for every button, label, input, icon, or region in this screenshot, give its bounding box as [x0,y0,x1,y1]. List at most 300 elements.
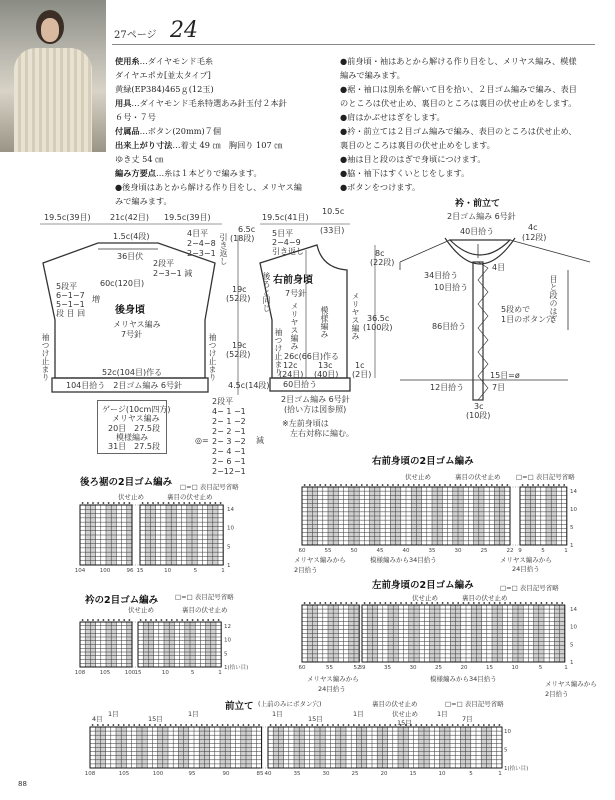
chart-note: 2目拾う [294,566,318,574]
bind-off-dot [103,502,105,504]
y-tick-label: 1 [570,660,574,666]
chart-note: メリヤス編みから [545,680,597,688]
bind-off-dot [546,602,548,604]
bind-off-dot [209,502,211,504]
bind-off-dot [408,484,410,486]
bind-off-dot [379,724,381,726]
materials-label: 用具 [115,98,132,108]
bind-off-dot [97,724,99,726]
materials-label: 出来上がり寸法 [115,140,173,150]
dim-label: 2段平 [153,259,175,268]
x-tick-label: 108 [84,771,96,777]
chart-note: 4目 [92,715,103,723]
dim-label: 36目伏 [117,252,144,261]
bind-off-dot [395,602,397,604]
bind-off-dot [191,724,193,726]
x-tick-label: 40 [402,548,410,554]
x-tick-label: 105 [99,670,111,676]
bind-off-dot [455,484,457,486]
piece-name: 後身頃 [115,305,145,316]
dec-label: 減 [256,436,264,445]
dim-label: 袖つけ止まり [208,333,217,381]
bind-off-dot [558,484,560,486]
bind-off-dot [369,724,371,726]
note: 左右対称に編む。 [290,429,354,438]
dim-label: 袖つけ止まり [274,328,283,376]
bind-off-dot [369,602,371,604]
bind-off-dot [92,619,94,621]
bind-off-dot [353,724,355,726]
materials-text: ●後身頃はあとから解ける作り目をし、メリヤス編 [115,182,302,192]
materials-text: ダイヤエポカ[並太タイプ] [115,70,211,80]
dim-label: 5目平 [272,229,294,238]
chart-legend: □=□ 表目記号省略 [500,584,559,592]
bind-off-dot [325,484,327,486]
dim-label: 段 目 回 [56,309,86,318]
bind-off-dot [304,484,306,486]
y-tick-label: 5 [227,544,231,551]
y-tick-label: 1 [227,563,231,569]
chart-title: 右前身頃の2目ゴム編み [372,456,474,467]
bind-off-dot [537,484,539,486]
dim-label: 13c [318,361,333,370]
bind-off-dot [442,602,444,604]
y-tick-label: 5 [570,525,574,531]
dim-label: 10目拾う [434,283,469,292]
bind-off-dot [390,602,392,604]
bind-off-dot [243,724,245,726]
chart-note: 伏せ止め [405,473,431,481]
dec-label: 2段平 [212,397,234,406]
dim-label: 2−3−1 減 [153,269,193,278]
dim-label: 19.5c(41目) [262,213,309,222]
x-tick-label: 52 [353,665,361,671]
bind-off-dot [175,724,177,726]
x-tick-label: 30 [454,548,462,554]
bind-off-dot [102,724,104,726]
chart-note: 模様編みから34目拾う [370,556,437,564]
instruction-line: ●前身頃・袖はあとから解ける作り目をし、メリヤス編み、模様 [340,56,577,66]
dim-label: 引き返し [219,233,228,265]
x-tick-label: 15 [136,568,144,574]
dim-label: 4c [528,223,538,232]
bind-off-dot [309,602,311,604]
bind-off-dot [108,502,110,504]
bind-off-dot [522,484,524,486]
bind-off-dot [202,619,204,621]
x-tick-label: 85 [256,771,264,777]
bind-off-dot [187,619,189,621]
materials-text: …ボタン(20mm)７個 [139,126,222,136]
bind-off-dot [157,502,159,504]
x-tick-label: 100 [152,771,164,777]
bind-off-dot [176,619,178,621]
bind-off-dot [309,484,311,486]
chart-note: 2目拾う [545,690,569,698]
x-tick-label: 96 [126,568,134,574]
dim-label: (24目) [279,370,304,379]
chart-note: 伏せ止め [118,493,144,501]
bind-off-dot [248,724,250,726]
chart-note: 15目 [397,719,412,727]
x-tick-label: 10 [164,568,172,574]
materials-label: 編み方要点 [115,168,156,178]
bind-off-dot [499,602,501,604]
dim-label: (2目) [352,370,372,379]
bind-off-dot [304,602,306,604]
chart-subtitle: (上前のみにボタン穴) [258,700,322,708]
bind-off-dot [392,484,394,486]
bind-off-dot [509,602,511,604]
bind-off-dot [561,602,563,604]
bind-off-dot [494,602,496,604]
bind-off-dot [423,484,425,486]
bind-off-dot [118,619,120,621]
bind-off-dot [161,619,163,621]
bind-off-dot [178,502,180,504]
bind-off-dot [520,602,522,604]
dec-row: 2− 4 −1 [212,447,246,456]
bind-off-dot [149,724,151,726]
x-tick-label: 5 [538,665,543,671]
x-tick-label: 15 [486,665,493,671]
bind-off-dot [385,602,387,604]
bind-off-dot [113,619,115,621]
bind-off-dot [139,724,141,726]
x-tick-label: 10 [438,771,446,777]
bind-off-dot [403,484,405,486]
chart-note: 裏目の伏せ止め [182,606,228,614]
instruction-line: ●裾・袖口は別糸を解いて目を拾い、２目ゴム編みで編み、表目 [340,84,577,94]
bind-off-dot [163,502,165,504]
x-tick-label: 22 [506,548,514,554]
bind-off-dot [311,724,313,726]
bind-off-dot [436,724,438,726]
dim-label: 36.5c [367,314,390,323]
bind-off-dot [501,484,503,486]
bind-off-dot [285,724,287,726]
dim-label: 2−3−1 [187,249,216,258]
bind-off-dot [463,602,465,604]
bind-off-dot [314,602,316,604]
bind-off-dot [147,502,149,504]
materials-text: みで編みます。 [115,196,172,206]
y-tick-label: 10 [227,525,234,532]
dim-label: (10段) [466,411,491,420]
bind-off-dot [483,602,485,604]
x-tick-label: 100 [124,670,136,676]
chart-note: 1目 [188,710,199,718]
bind-off-dot [183,502,185,504]
dim-label: 5段めで [501,305,531,314]
bind-off-dot [327,724,329,726]
chart-note: 裏目の伏せ止め [372,700,418,708]
x-tick-label: 1 [564,548,568,554]
dec-symbol: ◎= [195,436,209,445]
bind-off-dot [389,724,391,726]
chart-legend: □=□ 表目記号省略 [175,593,234,601]
bind-off-dot [185,724,187,726]
dim-label: 目と段のはぎ [549,275,558,323]
bind-off-dot [103,619,105,621]
bind-off-dot [437,602,439,604]
dim-label: 2−4−8 [187,239,216,248]
materials-label: 付属品 [115,126,140,136]
bind-off-dot [415,724,417,726]
chart-note: 24目拾う [318,685,346,693]
x-tick-label: 25 [435,665,442,671]
piece-name: 衿・前立て [455,199,501,209]
bind-off-dot [543,484,545,486]
chart-note: 15目 [148,715,163,723]
bind-off-dot [387,484,389,486]
x-tick-label: 60 [298,665,306,671]
bind-off-dot [129,502,131,504]
x-tick-label: 1 [498,771,502,777]
x-tick-label: 50 [350,548,358,554]
chart-title: 左前身頃の2目ゴム編み [372,580,474,591]
dec-row: 2−12−1 [212,467,246,476]
bind-off-dot [258,724,260,726]
bind-off-dot [434,484,436,486]
bind-off-dot [92,724,94,726]
bind-off-dot [525,602,527,604]
x-tick-label: 9 [518,548,522,554]
chart-note: 伏せ止め [128,606,154,614]
x-tick-label: 35 [428,548,436,554]
bind-off-dot [168,502,170,504]
bind-off-dot [530,602,532,604]
dim-label: 4目 [492,263,506,272]
bind-off-dot [129,619,131,621]
bind-off-dot [358,724,360,726]
dim-label: (52段) [226,350,251,359]
x-tick-label: 55 [326,665,333,671]
x-tick-label: 30 [322,771,330,777]
bind-off-dot [275,724,277,726]
dim-label: 6−1−7 [56,291,85,300]
bind-off-dot [486,484,488,486]
x-tick-label: 104 [74,568,86,574]
chart-title: 衿の2目ゴム編み [85,595,159,606]
bind-off-dot [82,619,84,621]
bind-off-dot [493,724,495,726]
bind-off-dot [232,724,234,726]
bind-off-dot [374,724,376,726]
bind-off-dot [332,724,334,726]
bind-off-dot [343,724,345,726]
dim-label: 52c(104目)作る [102,368,163,377]
dec-row: 2− 2 −1 [212,427,246,436]
bind-off-dot [361,484,363,486]
dim-label: 2−4−9 [272,238,301,247]
bind-off-dot [356,602,358,604]
bind-off-dot [199,502,201,504]
bind-off-dot [515,602,517,604]
bind-off-dot [447,724,449,726]
chart-note: メリヤス編みから [294,556,346,564]
bind-off-dot [345,484,347,486]
bind-off-dot [152,502,154,504]
dim-label: (52段) [226,294,251,303]
bind-off-dot [325,602,327,604]
bind-off-dot [237,724,239,726]
bind-off-dot [118,724,120,726]
bind-off-dot [306,724,308,726]
bind-off-dot [457,724,459,726]
dec-row: 2− 1 −2 [212,417,246,426]
bind-off-dot [118,502,120,504]
bind-off-dot [201,724,203,726]
dim-label: (18段) [230,234,255,243]
bind-off-dot [551,602,553,604]
needle-label: 7号針 [285,289,307,298]
x-tick-label: 40 [264,771,272,777]
bind-off-dot [444,484,446,486]
x-tick-label: 25 [351,771,359,777]
bind-off-dot [97,502,99,504]
bind-off-dot [220,502,222,504]
chart-note: 伏せ止め [392,710,418,718]
x-tick-label: 10 [161,670,169,676]
dim-label: 19c [232,285,247,294]
bind-off-dot [335,602,337,604]
bind-off-dot [535,602,537,604]
bind-off-dot [218,619,220,621]
y-tick-label: 5 [224,651,228,658]
bind-off-dot [317,724,319,726]
bind-off-dot [87,502,89,504]
x-tick-label: 105 [118,771,130,777]
bind-off-dot [468,602,470,604]
dim-label: 袖つけ止まり [41,333,50,381]
bind-off-dot [507,484,509,486]
dec-row: 4− 1 −1 [212,407,246,416]
dim-label: (拾い方は図参照) [284,405,347,414]
x-tick-label: 20 [380,771,388,777]
page-number: 88 [18,780,27,788]
chart-note: 裏目の伏せ止め [462,594,508,602]
bind-off-dot [87,619,89,621]
bind-off-dot [379,602,381,604]
bind-off-dot [128,724,130,726]
bind-off-dot [491,484,493,486]
bind-off-dot [296,724,298,726]
dim-label: 8c [375,249,385,258]
dim-label: 3c [474,402,484,411]
bind-off-dot [499,724,501,726]
bind-off-dot [330,484,332,486]
bind-off-dot [206,724,208,726]
bind-off-dot [217,724,219,726]
gauge-label: メリヤス編み [112,414,160,423]
bind-off-dot [170,724,172,726]
x-tick-label: 55 [324,548,332,554]
stitch-label: メリヤス編み [290,302,299,350]
y-tick-label: 14 [570,489,577,495]
chart-title: 前立て [225,701,254,712]
bind-off-dot [280,724,282,726]
x-tick-label: 5 [541,548,545,554]
instruction-line: ●ボタンをつけます。 [340,182,421,192]
bind-off-dot [441,724,443,726]
bind-off-dot [159,724,161,726]
dim-label: (12段) [522,233,547,242]
y-tick-label: 1(拾い目) [224,665,249,671]
dim-label: 19.5c(39目) [164,213,211,222]
bind-off-dot [150,619,152,621]
bind-off-dot [449,484,451,486]
bind-off-dot [556,602,558,604]
bind-off-dot [144,724,146,726]
bind-off-dot [340,602,342,604]
x-tick-label: 95 [188,771,196,777]
dim-label: 12c [283,361,298,370]
bind-off-dot [351,602,353,604]
bind-off-dot [364,602,366,604]
dim-label: 60c(120目) [100,279,145,288]
bind-off-dot [204,502,206,504]
instruction-line: ●肩はかぶせはぎをします。 [340,112,445,122]
bind-off-dot [473,724,475,726]
chart-legend: □=□ 表目記号省略 [445,700,504,708]
bind-off-dot [431,724,433,726]
bind-off-dot [488,724,490,726]
piece-name: 右前身頃 [273,275,313,286]
bind-off-dot [155,619,157,621]
bind-off-dot [330,602,332,604]
bind-off-dot [173,502,175,504]
materials-text: …糸は１本どりで編みます。 [155,168,262,178]
dim-label: 7目 [492,383,506,392]
chart-note: 模様編みから34目拾う [430,675,497,683]
dim-label: 26c(66目)作る [284,352,339,361]
x-tick-label: 1 [221,568,225,574]
instruction-line: 編みで編みます。 [340,70,405,80]
dim-label: 4目平 [187,229,209,238]
bind-off-dot [462,724,464,726]
bind-off-dot [426,724,428,726]
dim-label: (100段) [363,323,393,332]
bind-off-dot [553,484,555,486]
bind-off-dot [371,484,373,486]
bind-off-dot [196,724,198,726]
bind-off-dot [319,484,321,486]
bind-off-dot [140,619,142,621]
bind-off-dot [541,602,543,604]
bind-off-dot [478,724,480,726]
bind-off-dot [207,619,209,621]
x-tick-label: 35 [293,771,301,777]
needle-label: 7号針 [121,330,143,339]
x-tick-label: 35 [384,665,391,671]
bind-off-dot [335,484,337,486]
bind-off-dot [133,724,135,726]
bind-off-dot [340,484,342,486]
bind-off-dot [197,619,199,621]
bind-off-dot [108,619,110,621]
dim-label: 19c [232,341,247,350]
bind-off-dot [397,484,399,486]
stitch-label: メリヤス編み [113,320,161,329]
dim-label: 10.5c [322,207,345,216]
bind-off-dot [345,602,347,604]
bind-off-dot [194,502,196,504]
bind-off-dot [457,602,459,604]
bind-off-dot [421,724,423,726]
bind-off-dot [82,502,84,504]
bind-off-dot [429,484,431,486]
